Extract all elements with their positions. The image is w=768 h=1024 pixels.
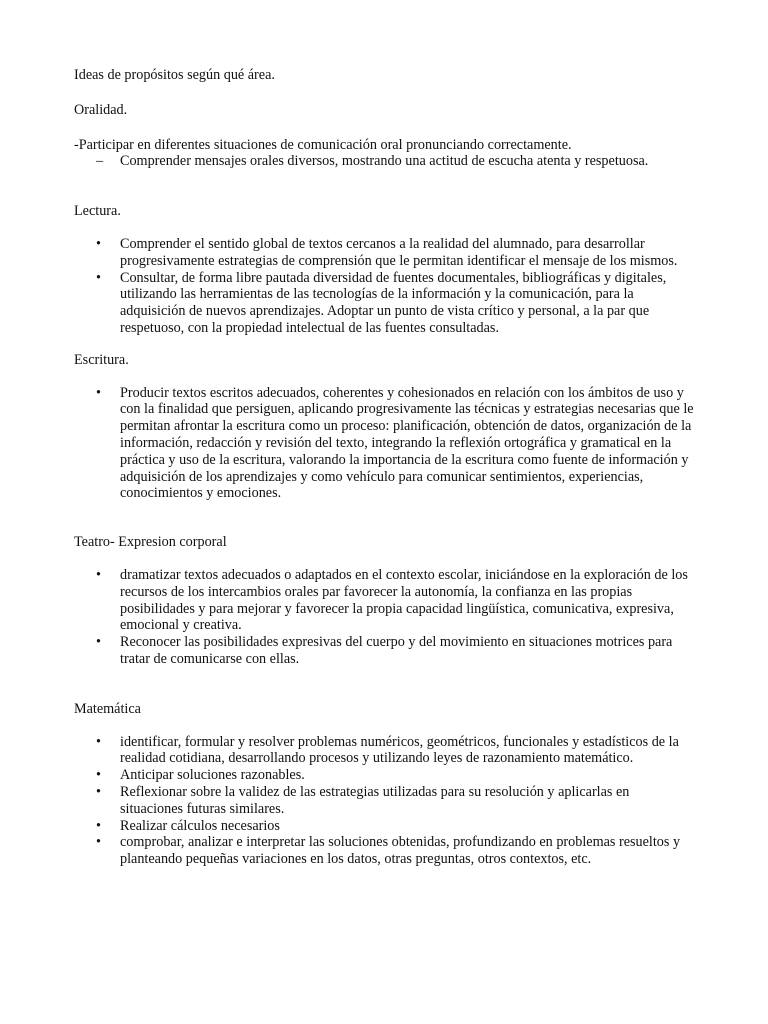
- list-item: • Reflexionar sobre la validez de las estrategias utilizadas para su resolución y aplicarlas en situaciones futuras similares.: [96, 783, 630, 817]
- bullet-marker: •: [96, 634, 101, 651]
- escritura-list: [74, 385, 694, 503]
- dash-marker: –: [96, 153, 104, 170]
- bullet-marker: •: [96, 235, 101, 252]
- oralidad-list: [74, 153, 694, 170]
- bullet-marker: •: [96, 783, 101, 800]
- list-item: • Comprender el sentido global de textos cercanos a la realidad del alumnado, para desarrollar progresivamente estrategias de comprensión que le permitan identificar el mensaje de los mismos.: [96, 235, 678, 269]
- lectura-list: [74, 236, 694, 337]
- heading-matematica: Matemática: [74, 700, 141, 717]
- list-item: – Comprender mensajes orales diversos, mostrando una actitud de escucha atenta y respetuosa.: [96, 153, 649, 170]
- bullet-marker: •: [96, 817, 101, 834]
- list-item: • Anticipar soluciones razonables.: [96, 767, 305, 784]
- bullet-marker: •: [96, 566, 101, 583]
- document-page: [74, 67, 694, 868]
- bullet-marker: •: [96, 767, 101, 784]
- heading-teatro: Teatro- Expresion corporal: [74, 534, 227, 551]
- bullet-marker: •: [96, 269, 101, 286]
- list-item: • comprobar, analizar e interpretar las soluciones obtenidas, profundizando en problemas resueltos y planteando pequeñas variaciones en los datos, otras preguntas, otros contextos, etc.: [96, 834, 681, 868]
- list-item: • identificar, formular y resolver problemas numéricos, geométricos, funcionales y estadísticos de la realidad cotidiana, desarrollando procesos y utilizando leyes de razonamiento matemático.: [96, 733, 679, 767]
- bullet-marker: •: [96, 733, 101, 750]
- bullet-marker: •: [96, 834, 101, 851]
- bullet-marker: •: [96, 384, 101, 401]
- document-title: Ideas de propósitos según qué área.: [74, 67, 275, 83]
- list-item: • Reconocer las posibilidades expresivas del cuerpo y del movimiento en situaciones motrices para tratar de comunicarse con ellas.: [96, 634, 673, 667]
- teatro-list: [74, 567, 694, 668]
- list-item: • Realizar cálculos necesarios: [96, 817, 280, 834]
- heading-lectura: Lectura.: [74, 203, 121, 220]
- heading-oralidad: Oralidad.: [74, 101, 128, 118]
- oralidad-intro: -Participar en diferentes situaciones de comunicación oral pronunciando correctamente.: [74, 136, 572, 153]
- list-item: • Producir textos escritos adecuados, coherentes y cohesionados en relación con los ámbitos de uso y con la finalidad que persiguen, aplicando progresivamente las técnicas y estrategias necesarias que le permitan afrontar la escritura como un proceso: planificación, obtención de datos, organización de la información, redacción y revisión del texto, integrando la reflexión ortográfica y gramatical en la práctica y uso de la escritura, valorando la importancia de la escritura como fuente de información y adquisición de los aprendizajes y como vehículo para comunicar sentimientos, experiencias, conocimientos y emociones.: [96, 384, 694, 502]
- heading-escritura: Escritura.: [74, 351, 129, 368]
- list-item: • dramatizar textos adecuados o adaptados en el contexto escolar, iniciándose en la exploración de los recursos de los intercambios orales par favorecer la autonomía, la confianza en las propias posibilidades y para mejorar y favorecer la propia capacidad lingüística, comunicativa, expresiva, emocional y creativa.: [96, 566, 688, 634]
- list-item: • Consultar, de forma libre pautada diversidad de fuentes documentales, bibliográficas y digitales, utilizando las herramientas de las tecnologías de la información y la comunicación, para la adquisición de nuevos aprendizajes. Adoptar un punto de vista crítico y personal, a la par que respetuoso, con la propiedad intelectual de las fuentes consultadas.: [96, 269, 667, 336]
- matematica-list: [74, 734, 694, 868]
